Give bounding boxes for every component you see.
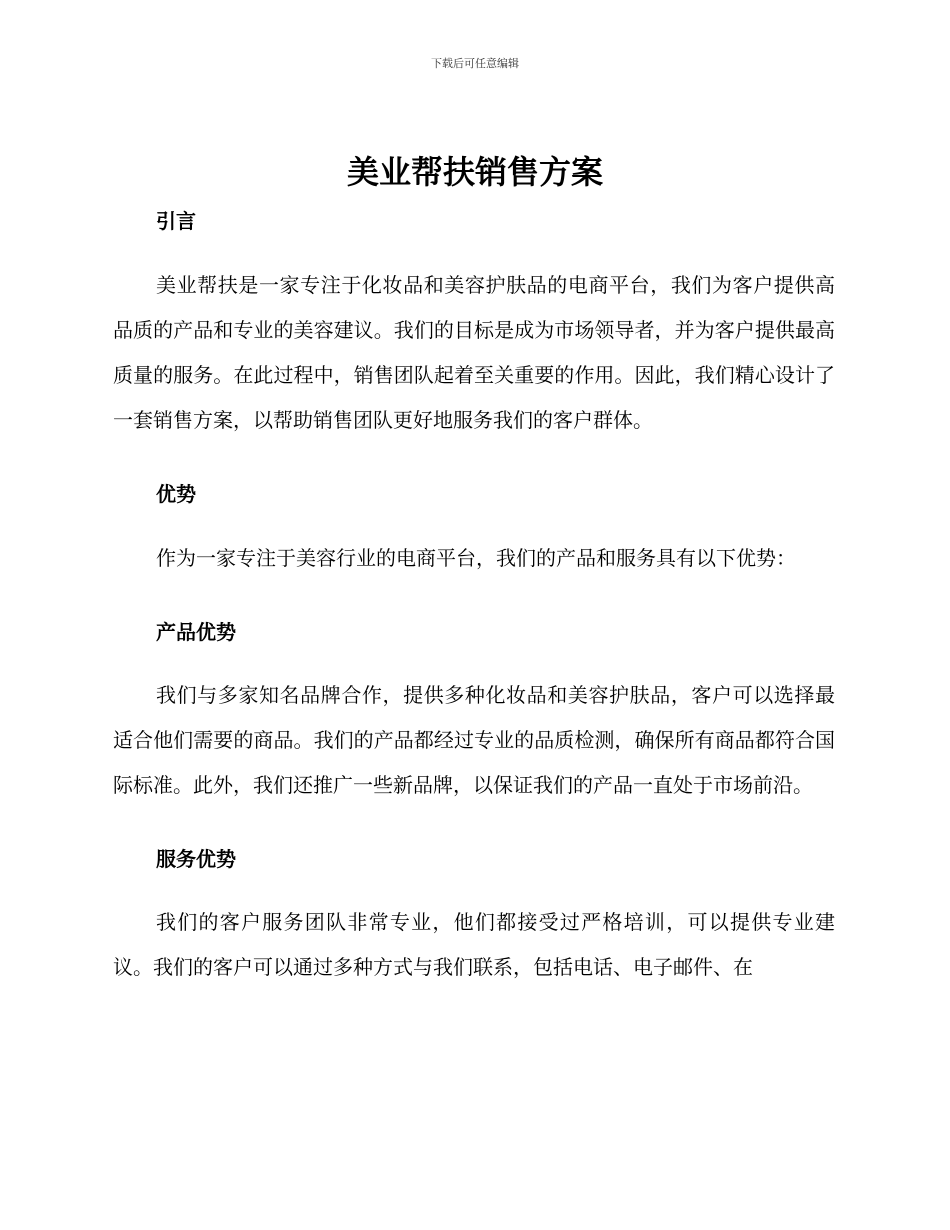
header-note: 下载后可任意编辑 xyxy=(431,57,519,70)
document-body xyxy=(113,206,835,990)
section-paragraph-service-advantages: 我们的客户服务团队非常专业，他们都接受过严格培训，可以提供专业建议。我们的客户可以通过多种方式与我们联系，包括电话、电子邮件、在 xyxy=(113,910,835,979)
document-title: 美业帮扶销售方案 xyxy=(346,153,603,191)
section-paragraph-intro: 美业帮扶是一家专注于化妆品和美容护肤品的电商平台，我们为客户提供高品质的产品和专业的美容建议。我们的目标是成为市场领导者，并为客户提供最高质量的服务。在此过程中，销售团队起着至关重要的作用。因此，我们精心设计了一套销售方案，以帮助销售团队更好地服务我们的客户群体。 xyxy=(113,273,835,432)
section-heading-advantages: 优势 xyxy=(156,482,196,506)
section-heading-service-advantages: 服务优势 xyxy=(156,847,236,871)
section-heading-intro: 引言 xyxy=(156,209,196,233)
section-paragraph-product-advantages: 我们与多家知名品牌合作，提供多种化妆品和美容护肤品，客户可以选择最适合他们需要的商品。我们的产品都经过专业的品质检测，确保所有商品都符合国际标准。此外，我们还推广一些新品牌，以保证我们的产品一直处于市场前沿。 xyxy=(113,683,835,797)
section-heading-product-advantages: 产品优势 xyxy=(156,620,236,644)
section-paragraph-advantages: 作为一家专注于美容行业的电商平台，我们的产品和服务具有以下优势： xyxy=(156,546,796,570)
